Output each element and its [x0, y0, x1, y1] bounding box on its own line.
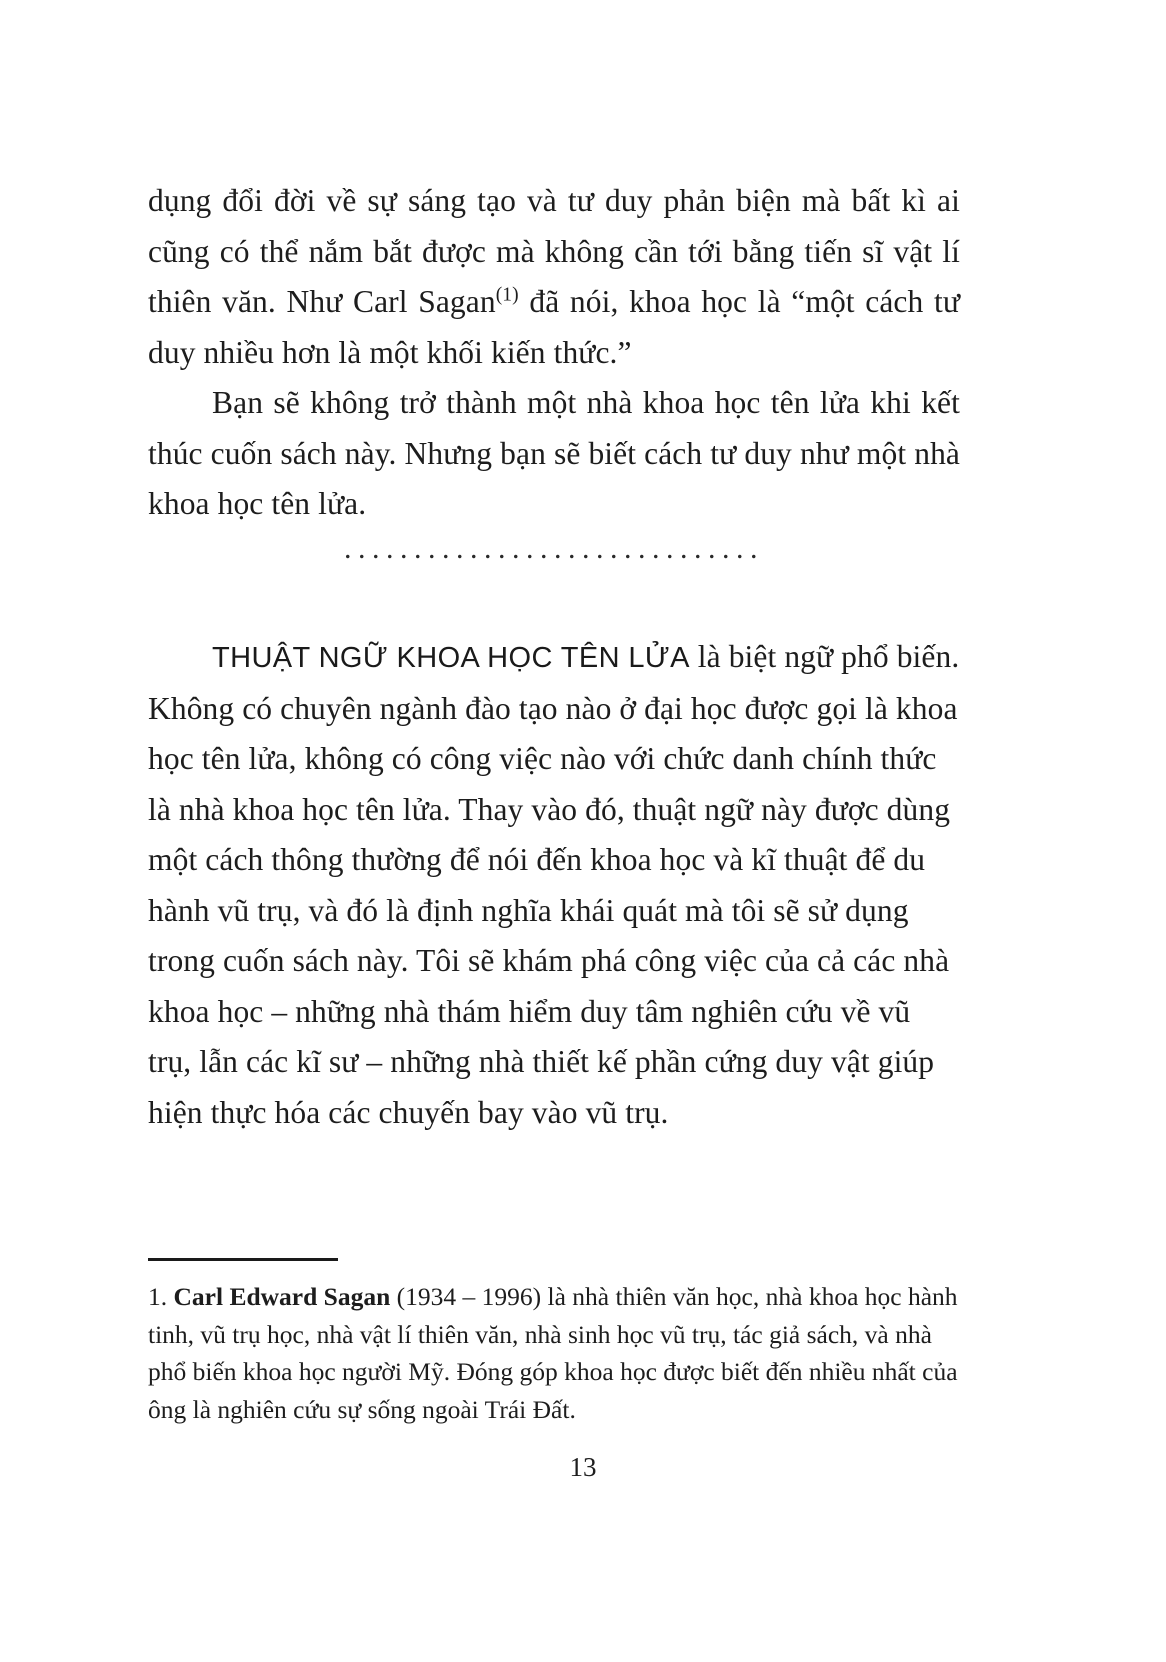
footnote-body-text: (1934 – 1996) là nhà thiên văn học, nhà khoa học hành tinh, vũ trụ học, nhà vật lí thiên văn, nhà sinh học vũ trụ, tác giả sách, và nhà phổ biến khoa học người Mỹ. Đóng góp khoa học được biết đến nhiều nhất của ông là nghiên cứu sự sống ngoài Trái Đất. [148, 1282, 958, 1424]
footnote-1 [148, 1278, 960, 1428]
section-paragraph-text: là biệt ngữ phổ biến. Không có chuyên ngành đào tạo nào ở đại học được gọi là khoa học tên lửa, không có công việc nào với chức danh chính thức là nhà khoa học tên lửa. Thay vào đó, thuật ngữ này được dùng một cách thông thường để nói đến khoa học và kĩ thuật để du hành vũ trụ, và đó là định nghĩa khái quát mà tôi sẽ sử dụng trong cuốn sách này. Tôi sẽ khám phá công việc của cả các nhà khoa học – những nhà thám hiểm duy tâm nghiên cứu về vũ trụ, lẫn các kĩ sư – những nhà thiết kế phần cứng duy vật giúp hiện thực hóa các chuyến bay vào vũ trụ. [148, 639, 960, 1130]
section-paragraph [148, 632, 960, 1138]
section-lead-caps: THUẬT NGỮ KHOA HỌC TÊN LỬA [212, 642, 690, 674]
paragraph-continuation [148, 176, 960, 378]
footnote-separator-rule [148, 1258, 338, 1261]
footnote-person-name: Carl Edward Sagan [173, 1282, 391, 1311]
divider-dots: .............................. [344, 532, 764, 565]
footnote-area [148, 1278, 960, 1428]
section-text-column [148, 632, 960, 1138]
paragraph-1-text: dụng đổi đời về sự sáng tạo và tư duy phản biện mà bất kì ai cũng có thể nắm bắt được mà không cần tới bằng tiến sĩ vật lí thiên văn. Như Carl Sagan [148, 183, 960, 319]
main-text-column [148, 176, 960, 565]
page-number: 13 [569, 1452, 597, 1482]
section-dot-divider [148, 534, 960, 574]
footnote-reference-marker[interactable]: (1) [495, 284, 519, 306]
paragraph-2: Bạn sẽ không trở thành một nhà khoa học tên lửa khi kết thúc cuốn sách này. Nhưng bạn sẽ biết cách tư duy như một nhà khoa học tên lửa. [148, 385, 960, 521]
footnote-marker: 1. [148, 1282, 168, 1311]
paragraph-1-text-rest: đã nói, khoa học là “một cách tư duy nhiều hơn là một khối kiến thức.” [148, 284, 960, 370]
